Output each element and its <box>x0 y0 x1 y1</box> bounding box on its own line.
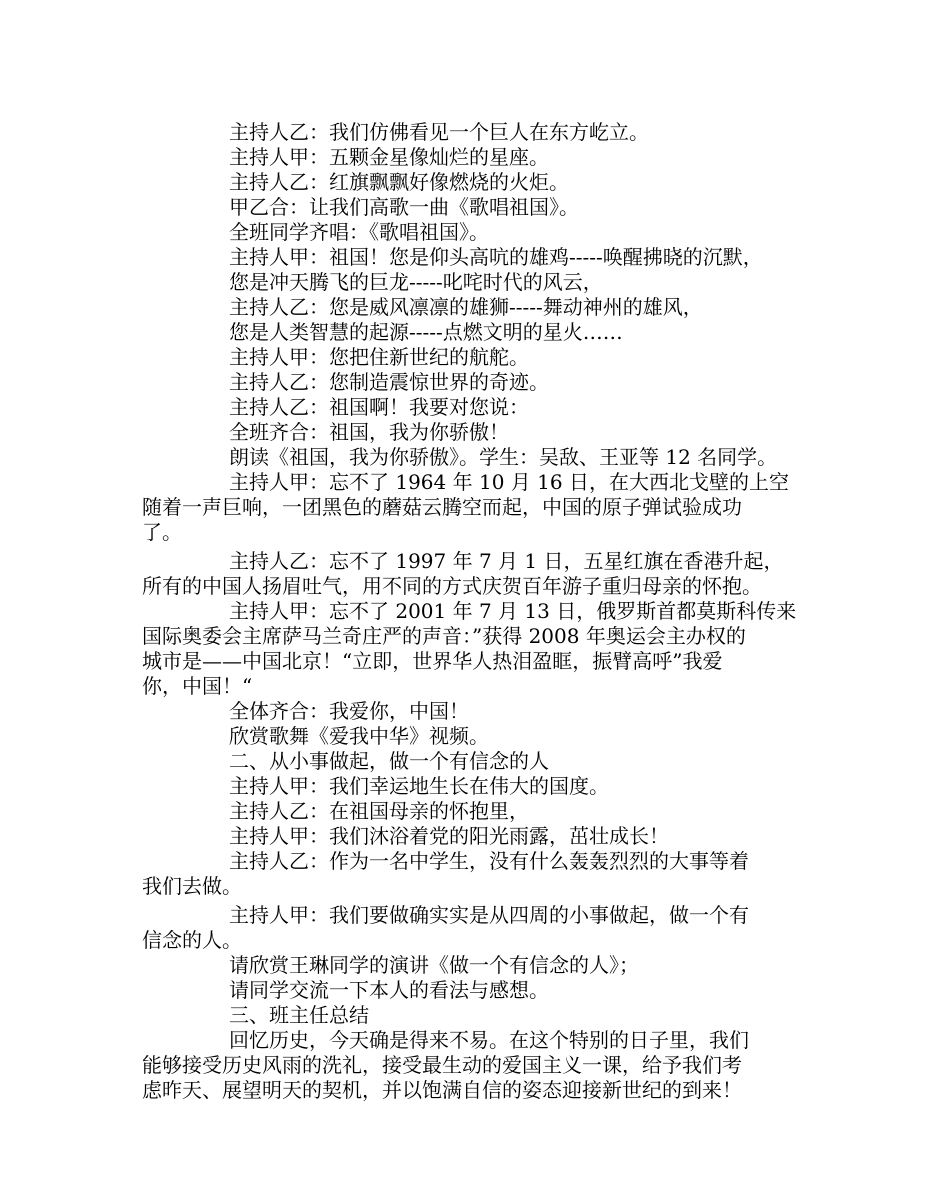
text-line: 我们去做。 <box>142 874 242 898</box>
text-line: 主持人甲：忘不了 2001 年 7 月 13 日，俄罗斯首都莫斯科传来 <box>229 599 797 623</box>
text-line: 虑昨天、展望明天的契机，并以饱满自信的姿态迎接新世纪的到来！ <box>142 1078 742 1102</box>
text-line: 朗读《祖国，我为你骄傲》。学生：吴敌、王亚等 12 名同学。 <box>229 445 778 469</box>
text-line: 全体齐合：我爱你，中国！ <box>229 699 469 723</box>
text-line: 主持人甲：我们要做确实实是从四周的小事做起，做一个有 <box>229 903 749 927</box>
text-line: 回忆历史，今天确是得来不易。在这个特别的日子里，我们 <box>229 1028 749 1052</box>
text-line: 欣赏歌舞《爱我中华》视频。 <box>229 724 489 748</box>
text-line: 全班同学齐唱：《歌唱祖国》。 <box>229 220 489 244</box>
text-line: 能够接受历史风雨的洗礼，接受最生动的爱国主义一课，给予我们考 <box>142 1053 742 1077</box>
text-line: 主持人乙：在祖国母亲的怀抱里， <box>229 799 529 823</box>
section-heading: 三、班主任总结 <box>229 1003 369 1027</box>
text-line: 您是冲天腾飞的巨龙-----叱咤时代的风云， <box>229 270 603 294</box>
text-line: 国际奥委会主席萨马兰奇庄严的声音：”获得 2008 年奥运会主办权的 <box>142 624 746 648</box>
text-line: 随着一声巨响，一团黑色的蘑菇云腾空而起，中国的原子弹试验成功 <box>142 495 742 519</box>
text-line: 主持人乙：红旗飘飘好像燃烧的火炬。 <box>229 170 569 194</box>
text-line: 主持人甲：忘不了 1964 年 10 月 16 日，在大西北戈壁的上空 <box>229 470 789 494</box>
text-line: 了。 <box>142 520 182 544</box>
text-line: 主持人乙：忘不了 1997 年 7 月 1 日，五星红旗在香港升起， <box>229 549 784 573</box>
text-line: 全班齐合：祖国，我为你骄傲！ <box>229 420 509 444</box>
text-line: 主持人甲：五颗金星像灿烂的星座。 <box>229 145 549 169</box>
text-line: 主持人乙：您是威风凛凛的雄狮-----舞动神州的雄风， <box>229 295 703 319</box>
text-line: 甲乙合：让我们高歌一曲《歌唱祖国》。 <box>229 195 579 219</box>
text-line: 主持人乙：祖国啊！我要对您说： <box>229 395 529 419</box>
text-line: 主持人乙：我们仿佛看见一个巨人在东方屹立。 <box>229 120 649 144</box>
text-line: 所有的中国人扬眉吐气，用不同的方式庆贺百年游子重归母亲的怀抱。 <box>142 574 762 598</box>
text-line: 信念的人。 <box>142 928 242 952</box>
text-line: 请同学交流一下本人的看法与感想。 <box>229 978 549 1002</box>
text-line: 主持人甲：我们沐浴着党的阳光雨露，茁壮成长！ <box>229 824 669 848</box>
text-line: 主持人甲：祖国！您是仰头高吭的雄鸡-----唤醒拂晓的沉默， <box>229 245 763 269</box>
text-line: 主持人甲：您把住新世纪的航舵。 <box>229 345 529 369</box>
text-line: 主持人乙：您制造震惊世界的奇迹。 <box>229 370 549 394</box>
text-line: 您是人类智慧的起源-----点燃文明的星火…… <box>229 320 623 344</box>
text-line: 你，中国！“ <box>142 674 253 698</box>
document-body <box>142 120 814 1103</box>
text-line: 城市是——中国北京！“立即，世界华人热泪盈眶，振臂高呼”我爱 <box>142 649 723 673</box>
section-heading: 二、从小事做起，做一个有信念的人 <box>229 749 549 773</box>
text-line: 主持人甲：我们幸运地生长在伟大的国度。 <box>229 774 609 798</box>
text-line: 主持人乙：作为一名中学生，没有什么轰轰烈烈的大事等着 <box>229 849 749 873</box>
text-line: 请欣赏王琳同学的演讲《做一个有信念的人》； <box>229 953 639 977</box>
